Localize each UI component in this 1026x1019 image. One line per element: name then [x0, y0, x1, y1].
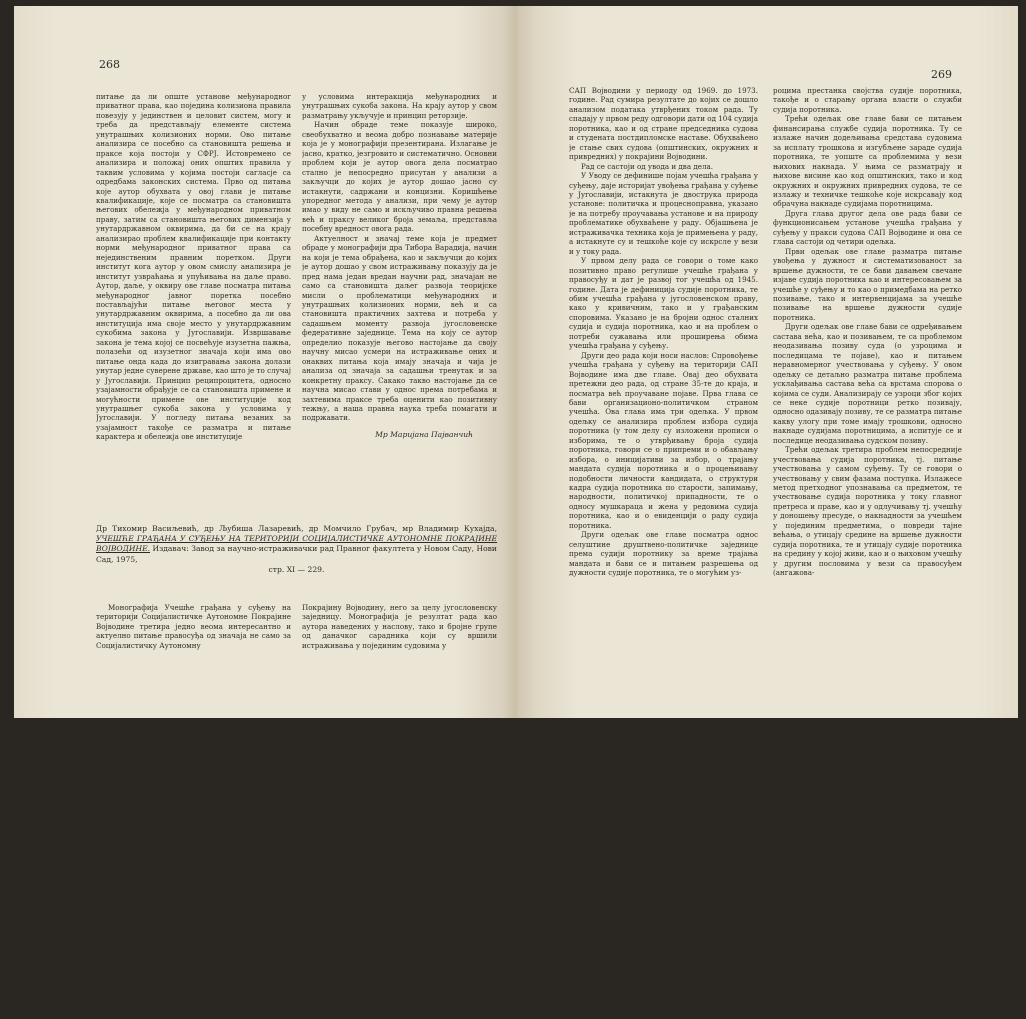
paragraph: У првом делу рада се говори о томе како позитивно право регулише учешће грађана у правосуђу и дат је развој тог учешћа од 1945. године. Дата је дефиниција судије поротника, те обим учешћа грађана у југословенском праву, како у кривичним, тако и у грађанским споровима. Указано је на бројни однос сталних судија и судија поротника, као и на проблем о потреби сужавања или проширења обима учешћа грађана у суђењу. — [569, 256, 758, 351]
reviewer-signature: Мр Маријана Пајванчић — [375, 429, 473, 439]
paragraph: у условима интеракција међународних и унутрашњих сукоба закона. На крају аутор у свом разматрању укључује и принцип реторзије. — [302, 92, 497, 120]
paragraph: У Уводу се дефинише појам учешћа грађана у суђењу, даје историјат увођења грађана у суђење у Југославији, истакнута је двострука природа установе: политичка и процесноправна, указано је на потребу проучавања установе и на природу проблематике обухваћене у раду. Објашњена је истраживачка техника која је примењена у раду, а истакнуте су и тешкоће које су искрсле у вези и у току рада. — [569, 171, 758, 256]
left-column-1 — [96, 92, 291, 508]
right-columns — [569, 86, 962, 706]
biblio-title: УЧЕШЋЕ ГРАЂАНА У СУЂЕЊУ НА ТЕРИТОРИЈИ СОЦИЈАЛИСТИЧКЕ АУТОНОМНЕ ПОКРАЈИНЕ ВОЈВОДИНЕ. — [96, 534, 497, 554]
right-page — [517, 6, 1018, 718]
right-column-2 — [773, 86, 962, 706]
paragraph: роцима престанка својства судије поротника, такође и о старању органа власти о служби судија поротника. — [773, 86, 962, 114]
biblio-pages: стр. XI — 229. — [268, 564, 325, 574]
left-column-4 — [302, 603, 497, 1019]
paragraph: Други део рада који носи наслов: Спровођење учешћа грађана у суђењу на територији САП Војводине има две главе. Овај део обухвата претежни део рада, од стране 35-те до краја, и посматра већ проучаване појаве. Прва глава се бави организационо-политичком страном учешћа. Ова глава има три одељка. У првом одељку се анализира проблем избора судија поротника (у том делу су изложени прописи о изборима, те о утврђивању броја судија поротника, говори се о припреми и о обављању избора, о иницијативи за избор, о трајању мандата судија поротника и о процењивању подобности личности кандидата, о структури кадра судија поротника по старости, запимању, народности, политичкој припадности, те о односу мушкараца и жена у редовима судија поротника, као и о евиденцији о раду судија поротника. — [569, 350, 758, 530]
paragraph: Монографија Учешће грађана у суђењу на територији Социјалистичке Аутономне Покрајине Војводине третира једно веома интересантно и актуелно питање правосуђа од значаја не само за Социјалистичку Аутономну — [96, 603, 291, 650]
page-number-left: 268 — [99, 58, 120, 71]
paragraph: Други одељак ове главе бави се одређивањем састава већа, као и позивањем, те са проблемом неодазивања позиву суда (о узроцима и последицама те појаве), као и питањем неравномерног учествовања у суђењу. У овом одељку се детаљно разматра питање проблема усклађивања састава већа са врстама спорова о којима се суди. Анализирају се узроци због којих се неке судије поротници ретко позивају, односно одазивају позиву, те се разматра питање какву улогу при томе имају трошкови, односно накнаде судијама поротницима, а испитује се и последице неодазивања судском позиву. — [773, 322, 962, 445]
left-bottom-columns — [96, 603, 497, 1019]
book-spread — [14, 6, 1018, 718]
paragraph: Други одељак ове главе посматра однос селуштине друштвено-политичке заједнице према судији поротнику за време трајања мандата и бави се и питањем разрешења од дужности судије поротника, те о могућим уз- — [569, 530, 758, 578]
paragraph: питање да ли опште установе међународног приватног права, као поједина колизиона правила повезују у јединствен и целовит систем, могу и треба да представљају елементе система унутрашњих колизионих норми. Ово питање анализира се посебно са становишта решења и праксе која постоји у СФРЈ. Истовремено се анализира и положај оних општих правила у таквим условима у којима постоји сагласје са одредбама законских система. Прво од питања које аутор обухвата у овој глави је питање квалификације, које се посматра са становишта његових обележја у међународном приватном праву, затим са становишта његових димензија у унутардржавном оквирима, да би се на крају анализирао проблем квалификације при контакту норми међународног приватног права са нејединственим правним поретком. Други институт кога аутор у овом смислу анализира је институт узвраћања и упућивања на даље право. Аутор, даље, у оквиру ове главе посматра питања међународног јавног поретка посебно постављајући питање његовог места у унутардржавним оквирима, а посебно да ли ова институција има своје место у унутардржавним сукобима закона у Југославији. Извршавање закона је тема којој се посвећује изузетна пажња, полазећи од изузетног значаја који има ово питање онда када до изигравања закона долази унутар једне суверене државе, као што је то случај у Југославији. Принцип реципроцитета, односно узајамности обрађује се са становишта примене и могућности примене ове институције код унутрашњег сукоба закона у условима у Југославији. У погледу питања везаних за узајамност такође се разматра и питање карактера и обележја ове институције — [96, 92, 291, 442]
paragraph: Актуелност и значај теме која је предмет обраде у монографији дра Тибора Варадија, начин на који је тема обрађена, као и закључци до којих је аутор дошао у свом истраживању показују да је пред нама један вредан научни рад, значајан не само са становишта даљег развоја теоријске мисли о проблематици међународних и унутрашњих колизионих норми, већ и са становишта практичних захтева и потреба у садашњем моменту развоја југословенске федеративне заједнице. Тема на коју се аутор определио показује његово настојање да своју научну мисао усмери на истраживање оних и онаквих питања која имају значаја и чија је анализа од значаја за садашњи тренутак и за конкретну праксу. Сакако такво настојање да се научна мисао стави у однос према потребама и захтевима праксе треба оценити као позитивну тежњу, а наша правна наука треба помагати и подржавати. — [302, 233, 497, 423]
paragraph: Рад се састоји од увода и два дела. — [581, 161, 714, 171]
paragraph: Покрајину Војводину, него за целу југословенску заједницу. Монографија је резултат рада као аутора наведених у наслову, тако и бројне групе од даначког сарадника који су вршили истраживања у појединим судовима у — [302, 603, 497, 650]
left-columns — [96, 92, 497, 508]
bibliographic-header — [96, 524, 497, 575]
right-column-1 — [569, 86, 758, 706]
paragraph: Први одељак ове главе разматра питање увођења у дужност и систематизованост за вршење дужности, те се бави давањем свечане изјаве судија поротника као и интересовањем за учешће у суђењу и то као о примедбама на ретко позивање, тако и интервенцијама за учешће позивање на вршење дужности судије поротника. — [773, 246, 962, 322]
paragraph: Начин обраде теме показује широко, свеобухватно и веома добро познавање материје која је у монографији презентирана. Излагање је јасно, кратко, језгровито и систематично. Основни проблем који је аутор овога дела посматрао стално је непосредно присутан у анализи а закључци до којих је аутор дошао јасно су истакнути, садржани и концизни. Коришћење упоредног метода у анализи, при чему је аутор имао у виду не само и искључиво правна решења већ и праксу великог броја земаља, представља посебну вредност овога рада. — [302, 120, 497, 234]
left-page — [14, 6, 517, 718]
page-number-right: 269 — [931, 68, 952, 81]
left-column-2 — [302, 92, 497, 508]
paragraph: Друга глава другог дела ове рада бави се функционисањем установе учешћа грађана у суђењу у пракси судова САП Војводине и она се глава састоји од четири одељка. — [773, 208, 962, 247]
paragraph: САП Војводини у периоду од 1969. до 1973. године. Рад сумира резултате до којих се дошло анализом података утврђених током рада. Ту спадају у првом реду одговори дати од 104 судија поротника, као и од стране председника судова и студената постдипломске наставе. Обухваћено је стање свих судова (општинских, окружних и привредних) у покрајини Војводини. — [569, 86, 758, 162]
paragraph: Трећи одељак третира проблем непосредније учествовања судија поротника, тј. питање учествовања у самом суђењу. Ту се говори о учествовању у свим фазама поступка. Излажесе метод претходног упознавања са предметом, те учествовање судија поротника у току главног претреса и праве, као и у одлучивању тј. учешћу у доношењу пресуде, о накнадности за учешћем у појединим предметима, о повреди тајне већања, о утицају средине на вршење дужности судија поротника, те и утицају судије поротника на средину у којој живи, као и о њиховом учешћу у другим пословима у вези са правосуђем (ангажова- — [773, 445, 962, 578]
biblio-publisher: Издавач: Завод за научно-истраживачки рад Правног факултета у Новом Саду, Нови Сад, 1975, — [96, 544, 497, 564]
biblio-authors: Др Тихомир Васиљевић, др Љубиша Лазаревић, др Момчило Грубач, мр Владимир Кухаjда, — [96, 524, 497, 533]
left-column-3 — [96, 603, 291, 1019]
paragraph: Трећи одељак ове главе бави се питањем финансирања службе судија поротника. Ту се излаже начин додељивања средстава судовима за исплату трошкова и изгубљене зараде судија поротника, те уопште са проблемима у вези њихових накнада. У њима се разматрају и њихове висине као код општинских, тако и код окружних и окружних привредних судова, те се излажу и техничке тешкоће које искрсавају код обрачуна накнаде судијама поротницима. — [773, 114, 962, 209]
